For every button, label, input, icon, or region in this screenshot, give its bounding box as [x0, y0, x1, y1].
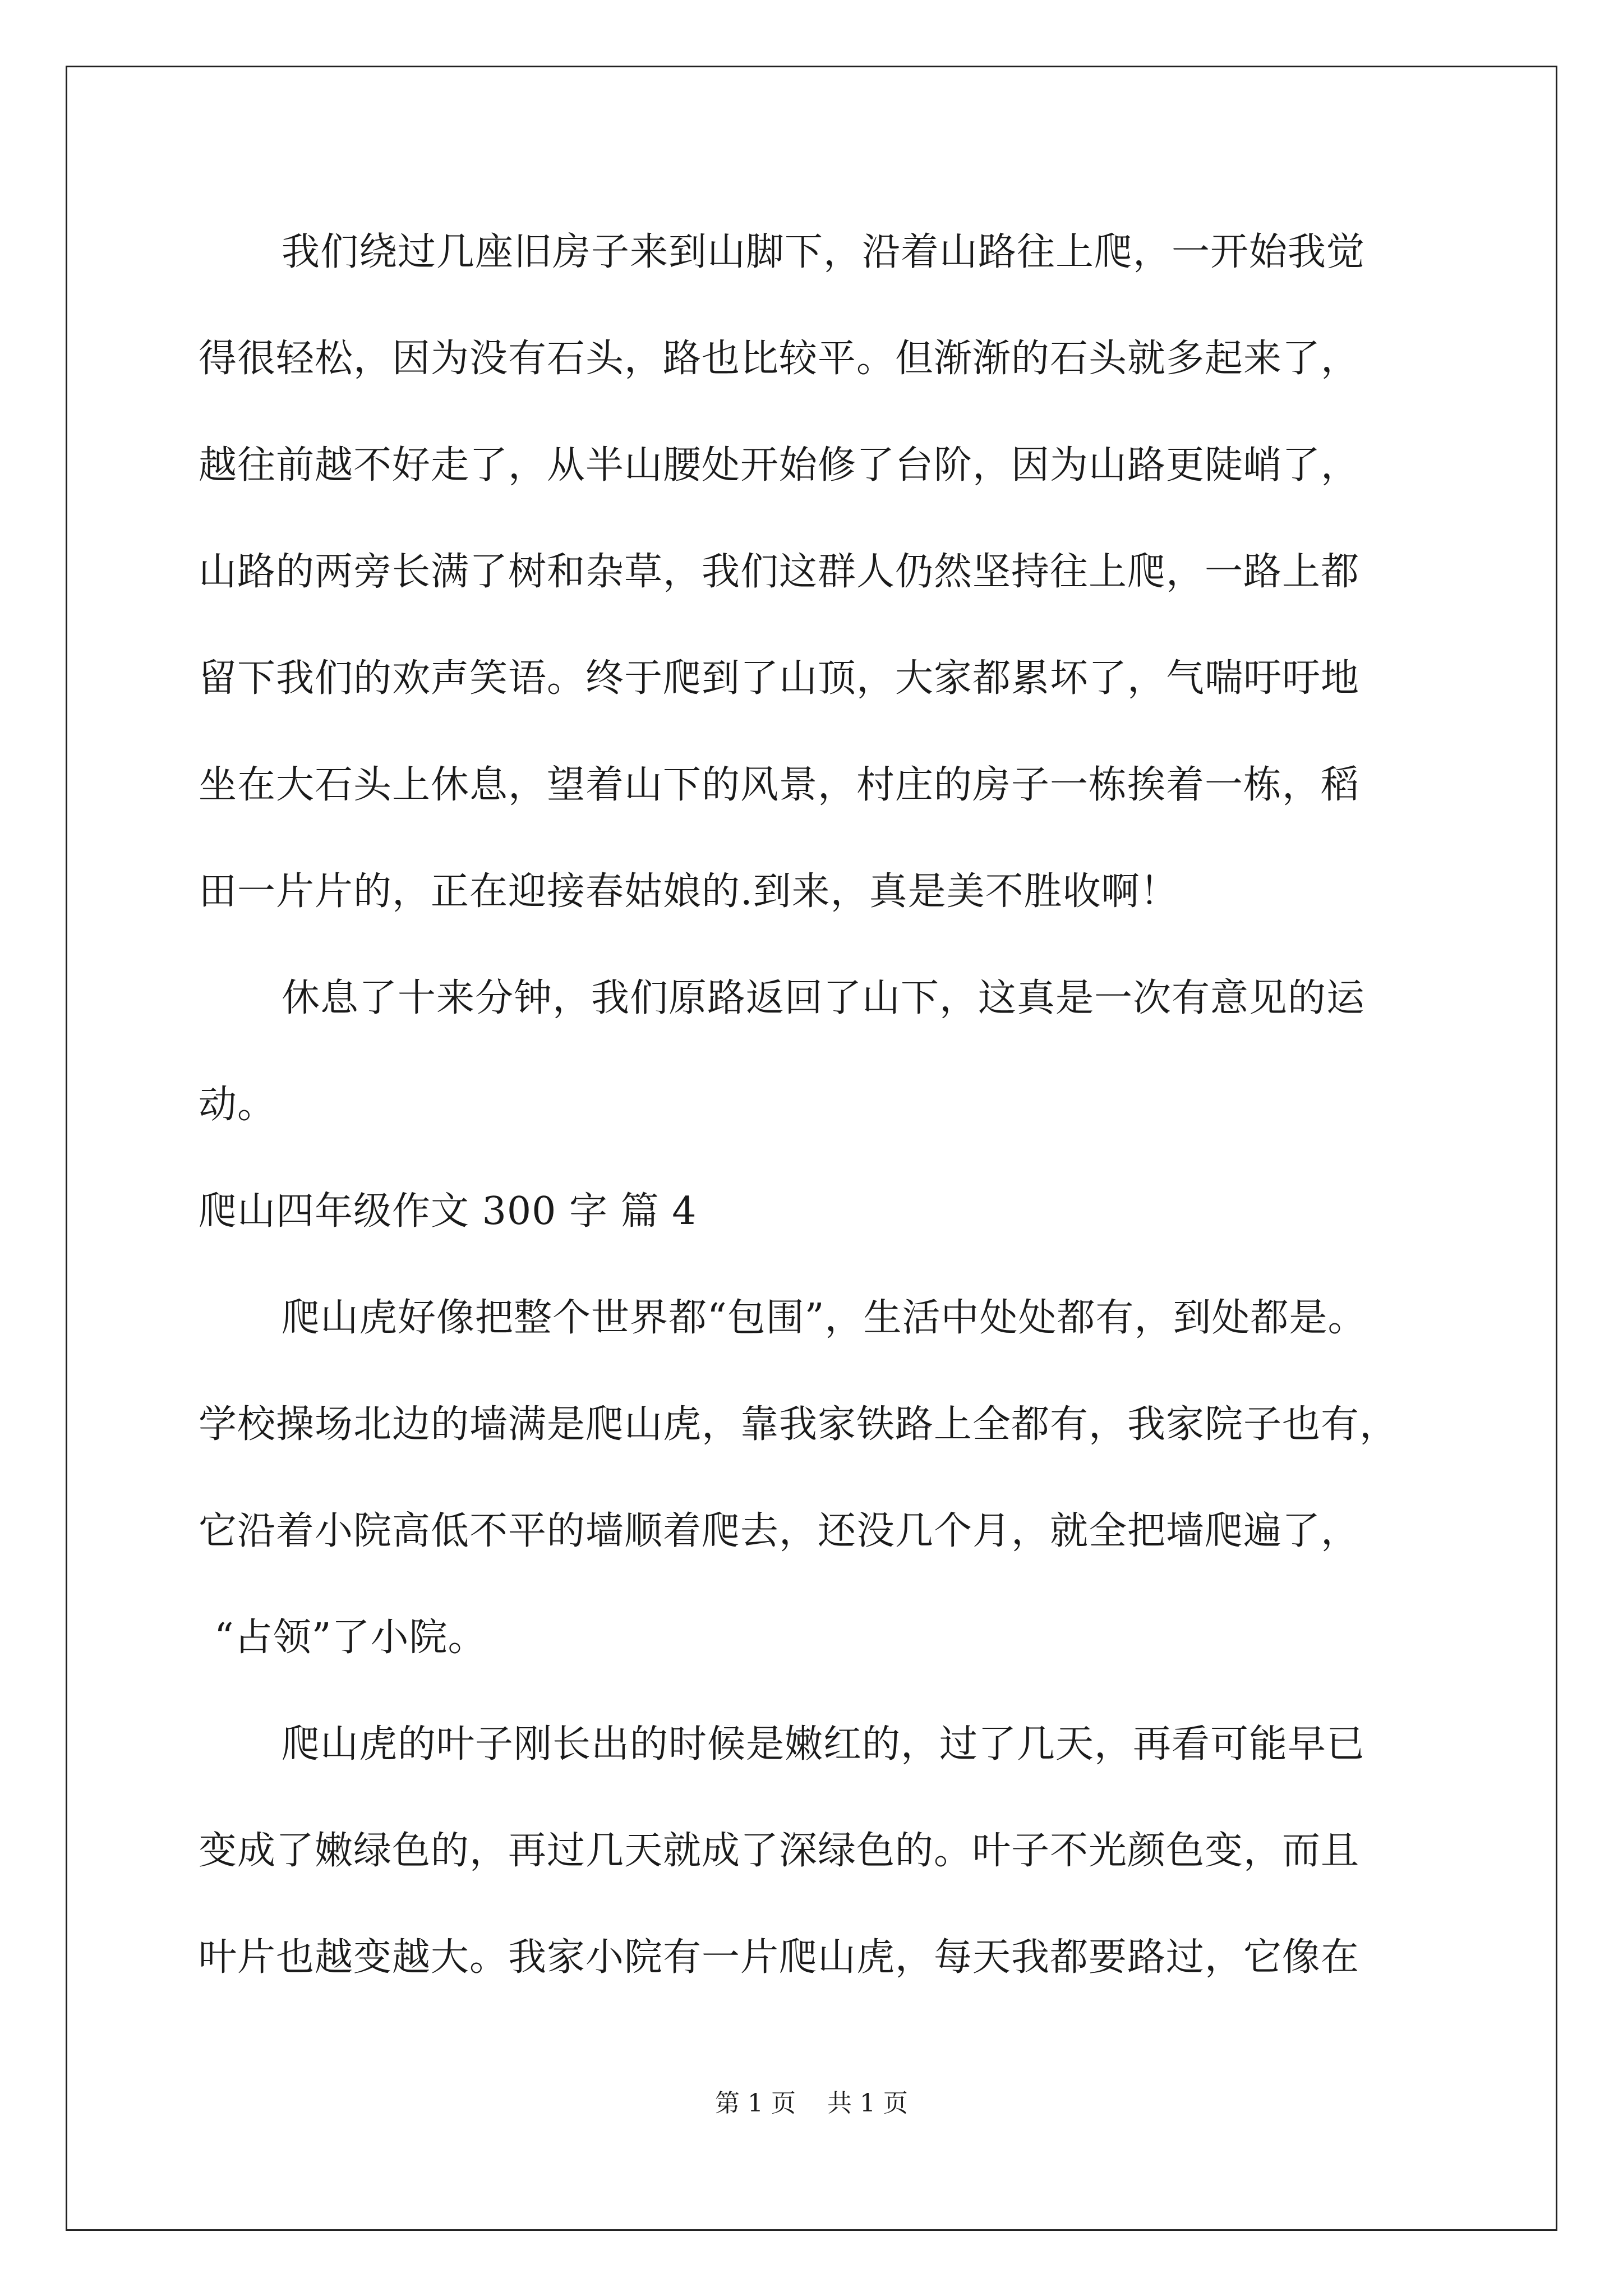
paragraph-line: 学校操场北边的墙满是爬山虎，靠我家铁路上全都有，我家院子也有，: [199, 1402, 1399, 1447]
paragraph-line: 田一片片的，正在迎接春姑娘的.到来，真是美不胜收啊！: [199, 869, 1179, 914]
paragraph-line: 得很轻松，因为没有石头，路也比较平。但渐渐的石头就多起来了，: [199, 337, 1360, 381]
paragraph-line: 我们绕过几座旧房子来到山脚下，沿着山路往上爬，一开始我觉: [282, 230, 1366, 274]
paragraph-line: 越往前越不好走了，从半山腰处开始修了台阶，因为山路更陡峭了，: [199, 443, 1360, 487]
paragraph-line: 叶片也越变越大。我家小院有一片爬山虎，每天我都要路过，它像在: [199, 1935, 1360, 1980]
paragraph-line: “占领”了小院。: [214, 1616, 487, 1660]
paragraph-line: 山路的两旁长满了树和杂草，我们这群人仍然坚持往上爬，一路上都: [199, 550, 1360, 594]
paragraph-line: 变成了嫩绿色的，再过几天就成了深绿色的。叶子不光颜色变，而且: [199, 1829, 1360, 1873]
paragraph-line: 留下我们的欢声笑语。终于爬到了山顶，大家都累坏了，气喘吁吁地: [199, 656, 1360, 701]
paragraph-line: 动。: [199, 1083, 276, 1127]
paragraph-line: 休息了十来分钟，我们原路返回了山下，这真是一次有意见的运: [282, 976, 1366, 1020]
paragraph-line: 爬山虎的叶子刚长出的时候是嫩红的，过了几天，再看可能早已: [282, 1722, 1366, 1766]
paragraph-line: 爬山虎好像把整个世界都“包围”，生活中处处都有，到处都是。: [282, 1296, 1367, 1340]
page-footer: 第 1 页 共 1 页: [715, 2089, 908, 2118]
paragraph-line: 坐在大石头上休息，望着山下的风景，村庄的房子一栋挨着一栋，稻: [199, 763, 1360, 807]
section-heading: 爬山四年级作文 300 字 篇 4: [199, 1189, 697, 1234]
page-border: [66, 66, 1557, 2231]
paragraph-line: 它沿着小院高低不平的墙顺着爬去，还没几个月，就全把墙爬遍了，: [199, 1509, 1360, 1553]
